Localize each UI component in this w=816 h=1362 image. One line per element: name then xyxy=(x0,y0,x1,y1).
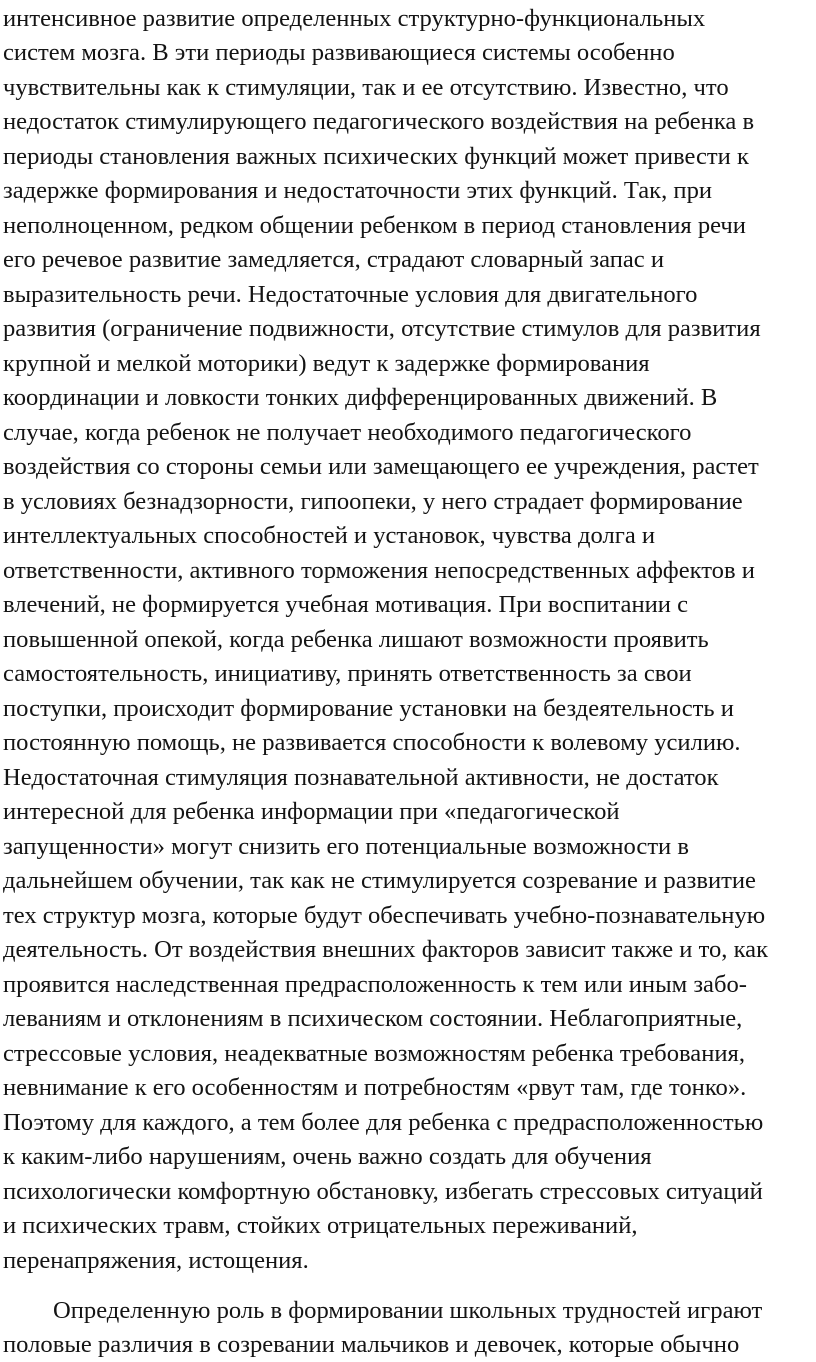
text-line: развития (ограничение подвижности, отсутствие стимулов для развития xyxy=(3,315,761,342)
text-line: запущенности» могут снизить его потенциальные возможности в xyxy=(3,833,689,860)
text-line: деятельность. От воздействия внешних факторов зависит также и то, как xyxy=(3,936,769,963)
text-line: координации и ловкости тонких дифференцированных движений. В xyxy=(3,384,718,411)
text-line: интересной для ребенка информации при «педагогической xyxy=(3,798,620,825)
text-line: проявится наследственная предрасположенность к тем или иным забо- xyxy=(3,971,747,998)
text-line: постоянную помощь, не развивается способности к волевому усилию. xyxy=(3,729,741,756)
text-line: невнимание к его особенностям и потребностям «рвут там, где тонко». xyxy=(3,1074,747,1101)
text-line: дальнейшем обучении, так как не стимулируется созревание и развитие xyxy=(3,867,756,894)
text-line: влечений, не формируется учебная мотивация. При воспитании с xyxy=(3,591,689,618)
text-line: ответственности, активного торможения непосредственных аффектов и xyxy=(3,557,755,584)
text-line: неполноценном, редком общении ребенком в период становления речи xyxy=(3,212,746,239)
text-line: леваниям и отклонениям в психическом состоянии. Неблагоприятные, xyxy=(3,1005,743,1032)
text-line: периоды становления важных психических функций может привести к xyxy=(3,143,749,170)
text-line: недостаток стимулирующего педагогического воздействия на ребенка в xyxy=(3,108,755,135)
text-line: стрессовые условия, неадекватные возможностям ребенка требования, xyxy=(3,1040,745,1067)
text-line: систем мозга. В эти периоды развивающиеся системы особенно xyxy=(3,39,675,66)
text-line: интенсивное развитие определенных структурно-функциональных xyxy=(3,5,706,32)
text-line: самостоятельность, инициативу, принять ответственность за свои xyxy=(3,660,692,687)
text-line: тех структур мозга, которые будут обеспечивать учебно-познавательную xyxy=(3,902,766,929)
text-line: к каким-либо нарушениям, очень важно создать для обучения xyxy=(3,1143,652,1170)
text-line: поступки, происходит формирование установки на бездеятельность и xyxy=(3,695,734,722)
text-line: Недостаточная стимуляция познавательной активности, не достаток xyxy=(3,764,719,791)
text-line: перенапряжения, истощения. xyxy=(3,1247,309,1274)
text-line: случае, когда ребенок не получает необходимого педагогического xyxy=(3,419,692,446)
text-line: выразительность речи. Недостаточные условия для двигательного xyxy=(3,281,698,308)
text-line: и психических травм, стойких отрицательных переживаний, xyxy=(3,1212,638,1239)
text-line: в условиях безнадзорности, гипоопеки, у него страдает формирование xyxy=(3,488,743,515)
text-line: чувствительны как к стимуляции, так и ее отсутствию. Известно, что xyxy=(3,74,729,101)
text-line: половые различия в созревании мальчиков и девочек, которые обычно xyxy=(3,1331,740,1358)
text-line: воздействия со стороны семьи или замещающего ее учреждения, растет xyxy=(3,453,759,480)
text-line: повышенной опекой, когда ребенка лишают возможности проявить xyxy=(3,626,709,653)
text-line: задержке формирования и недостаточности этих функций. Так, при xyxy=(3,177,713,204)
text-line: Определенную роль в формировании школьных трудностей играют xyxy=(53,1297,763,1324)
text-line: психологически комфортную обстановку, избегать стрессовых ситуаций xyxy=(3,1178,763,1205)
text-line: Поэтому для каждого, а тем более для ребенка с предрасположенностью xyxy=(3,1109,764,1136)
text-line: крупной и мелкой моторики) ведут к задержке формирования xyxy=(3,350,650,377)
text-line: его речевое развитие замедляется, страдают словарный запас и xyxy=(3,246,665,273)
text-line: интеллектуальных способностей и установок, чувства долга и xyxy=(3,522,656,549)
